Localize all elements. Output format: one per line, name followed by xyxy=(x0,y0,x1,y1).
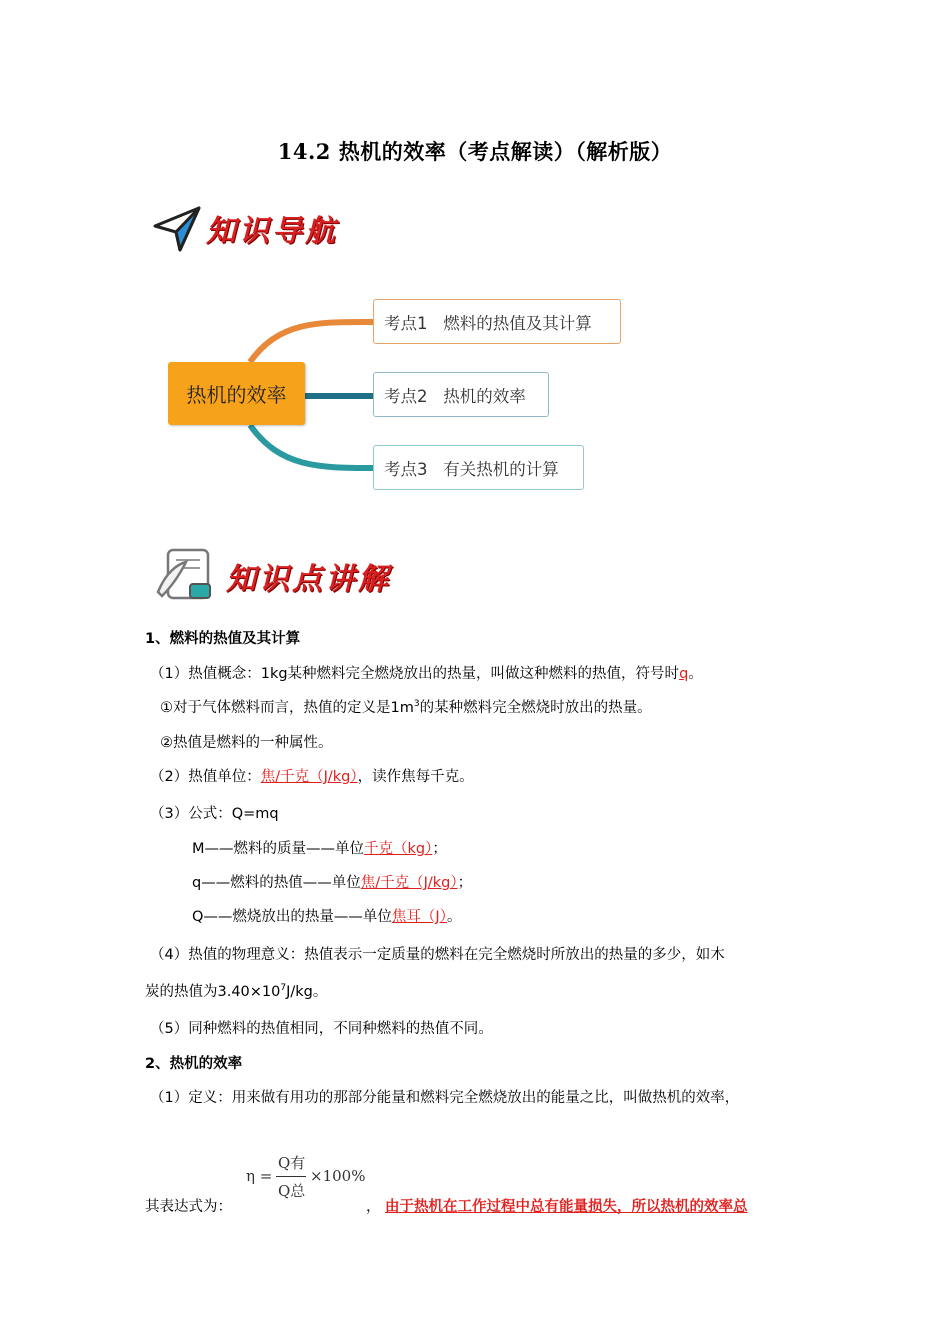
formula-lhs: η = xyxy=(246,1167,273,1185)
formula-numerator: Q有 xyxy=(278,1154,306,1172)
mass-unit: 千克（kg） xyxy=(364,841,433,857)
heat-value-unit-2: 焦/千克（J/kg） xyxy=(360,875,458,891)
knowledge-explain-banner xyxy=(150,542,430,606)
formula-rhs: ×100% xyxy=(310,1167,366,1185)
heat-value-unit: 焦/千克（J/kg） xyxy=(260,769,358,785)
mindmap-root: 热机的效率 xyxy=(168,362,305,425)
knowledge-explain-label: 知识点讲解 xyxy=(226,562,391,597)
s1-p2-post: 的某种燃料完全燃烧时放出的热量。 xyxy=(419,700,652,716)
s1-paragraph-8 xyxy=(192,905,461,926)
s1-p8-pre: Q——燃烧放出的热量——单位 xyxy=(192,909,392,925)
s1-paragraph-4 xyxy=(150,765,474,786)
s1-paragraph-2 xyxy=(160,696,652,717)
s1-p2-sup: 3 xyxy=(413,699,420,710)
s1-paragraph-10 xyxy=(145,980,327,1001)
s1-paragraph-3: ②热值是燃料的一种属性。 xyxy=(160,735,333,751)
heat-value-symbol: q xyxy=(679,666,689,682)
formula-fraction-bar xyxy=(276,1176,306,1177)
connector-1 xyxy=(250,322,374,362)
s1-p1-pre: （1）热值概念：1kg某种燃料完全燃烧放出的热量，叫做这种燃料的热值，符号时 xyxy=(150,666,680,682)
s1-p8-post: 。 xyxy=(446,909,462,925)
mindmap-node-3: 考点3 有关热机的计算 xyxy=(373,445,584,490)
s1-paragraph-7 xyxy=(192,871,472,892)
s1-paragraph-6 xyxy=(192,837,447,858)
mindmap-node-2: 考点2 热机的效率 xyxy=(373,372,549,417)
s1-p1-post: 。 xyxy=(688,666,703,682)
section2-heading: 2、热机的效率 xyxy=(145,1056,243,1072)
connector-3 xyxy=(250,425,374,468)
s1-paragraph-1 xyxy=(150,662,703,683)
efficiency-formula xyxy=(246,1150,376,1210)
page-title: 14.2 热机的效率（考点解读）（解析版） xyxy=(277,139,673,164)
s1-p4-pre: （2）热值单位： xyxy=(150,769,261,785)
heat-unit: 焦耳（J） xyxy=(391,909,447,925)
s1-p4-post: ，读作焦每千克。 xyxy=(357,769,474,785)
s1-p6-post: ； xyxy=(432,841,447,857)
formula-denominator: Q总 xyxy=(278,1182,306,1200)
s1-paragraph-11: （5）同种燃料的热值相同，不同种燃料的热值不同。 xyxy=(150,1021,493,1037)
s2-paragraph-1: （1）定义：用来做有用功的那部分能量和燃料完全燃烧放出的能量之比，叫做热机的效率， xyxy=(150,1090,740,1106)
s1-p10-pre: 炭的热值为3.40×10 xyxy=(145,984,281,1000)
knowledge-nav-label: 知识导航 xyxy=(206,214,338,249)
s1-p10-post: J/kg。 xyxy=(286,984,328,1000)
s2-paragraph-2-comma: ， xyxy=(366,1199,381,1215)
section1-heading: 1、燃料的热值及其计算 xyxy=(145,631,301,647)
s1-p2-pre: ①对于气体燃料而言，热值的定义是1m xyxy=(160,700,414,716)
s1-p7-pre: q——燃料的热值——单位 xyxy=(192,875,361,891)
s2-paragraph-2-pre: 其表达式为： xyxy=(145,1199,232,1215)
s1-p10-sup: 7 xyxy=(280,983,287,994)
mindmap-connectors xyxy=(0,0,950,520)
s1-p6-pre: M——燃料的质量——单位 xyxy=(192,841,365,857)
s2-paragraph-2-red: 由于热机在工作过程中总有能量损失，所以热机的效率总 xyxy=(385,1199,748,1215)
s1-paragraph-9: （4）热值的物理意义：热值表示一定质量的燃料在完全燃烧时所放出的热量的多少，如木 xyxy=(150,947,725,963)
scroll-quill-icon xyxy=(152,542,216,606)
mindmap-node-1: 考点1 燃料的热值及其计算 xyxy=(373,299,621,344)
s1-paragraph-5: （3）公式：Q=mq xyxy=(150,806,279,822)
s1-p7-post: ； xyxy=(457,875,473,891)
